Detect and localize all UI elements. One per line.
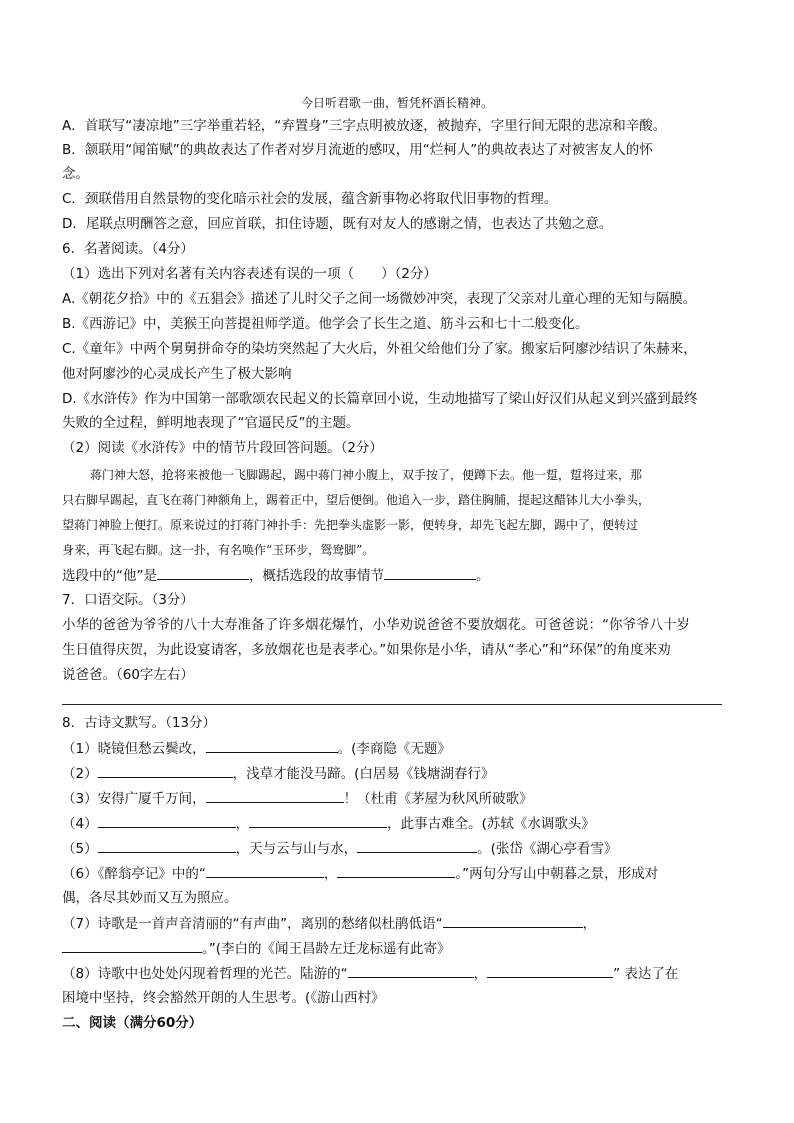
answer-blank[interactable] <box>206 863 324 878</box>
answer-blank[interactable] <box>487 963 613 978</box>
fill-end: 。 <box>476 568 490 584</box>
answer-blank[interactable] <box>98 813 236 828</box>
q5-option-a: A．首联写“凄凉地”三字举重若轻，“弃置身”三字点明被放逐，被抛弃，字里行间无限的悲凉和辛酸。 <box>62 118 667 134</box>
q8-item-7-cont <box>62 938 451 959</box>
q8-item-1 <box>62 738 451 759</box>
q8-item-8-cont: 困境中坚持，终会豁然开朗的人生思考。(《游山西村》 <box>62 990 385 1006</box>
q8-item-6 <box>62 863 658 884</box>
passage-line: 望蒋门神脸上便打。原来说过的打蒋门神扑手：先把拳头虚影一影，便转身，却先飞起左脚，踢中了，便转过 <box>62 518 639 532</box>
q8-text: ，浅草才能没马蹄。(白居易《钱塘湖春行》 <box>232 766 495 782</box>
q8-title: 8．古诗文默写。（13分） <box>62 715 217 731</box>
q8-text: 。(张岱《湖心亭看雪》 <box>477 841 618 857</box>
fill-label-he: 选段中的“他”是 <box>62 568 157 584</box>
q5-option-d: D．尾联点明酬答之意，回应首联，扣住诗题，既有对友人的感谢之情，也表达了共勉之意。 <box>62 216 613 232</box>
q6-option-c: C.《童年》中两个舅舅拼命夺的染坊突然起了大火后，外祖父给他们分了家。搬家后阿廖沙结识了朱赫来， <box>62 341 697 357</box>
q5-option-b-cont: 念。 <box>62 166 89 182</box>
q8-text: ， <box>582 916 597 932</box>
q8-text: （8）诗歌中也处处闪现着哲理的光芒。陆游的“ <box>62 966 348 982</box>
answer-blank[interactable] <box>157 565 249 580</box>
q8-item-3 <box>62 788 533 809</box>
passage-line: 只右脚早踢起，直飞在蒋门神额角上，踢着正中，望后便倒。他追入一步，踏住胸脯，提起这醋钵儿大小拳头， <box>62 493 651 507</box>
q8-text: （1）晓镜但愁云鬓改， <box>62 741 206 757</box>
fill-label-plot: ，概括选段的故事情节 <box>249 568 384 584</box>
q6-option-b: B.《西游记》中，美猴王向菩提祖师学道。他学会了长生之道、筋斗云和七十二般变化。 <box>62 316 589 332</box>
q5-option-b: B．颔联用“闻笛赋”的典故表达了作者对岁月流逝的感叹，用“烂柯人”的典故表达了对被害友人的怀 <box>62 142 653 158</box>
q8-text: ， <box>323 866 338 882</box>
q8-text: （7）诗歌是一首声音清丽的“有声曲”，离别的愁绪似杜鹃低语“ <box>62 916 443 932</box>
q6-title: 6．名著阅读。（4分） <box>62 241 194 257</box>
q8-text: （4） <box>62 816 98 832</box>
q8-text: 。(李商隐《无题》 <box>337 741 451 757</box>
q8-text: ” 表达了在 <box>613 966 679 982</box>
answer-blank[interactable] <box>62 938 202 953</box>
passage-line: 身来，再飞起右脚。这一扑，有名唤作“玉环步，鸳鸯脚”。 <box>62 543 375 557</box>
q6-option-d-cont: 失败的全过程，鲜明地表现了“官逼民反”的主题。 <box>62 415 360 431</box>
answer-blank[interactable] <box>348 963 474 978</box>
q8-text: ，此事古难全。(苏轼《水调歌头》 <box>387 816 595 832</box>
q7-title: 7．口语交际。（3分） <box>62 592 194 608</box>
q8-text: （2） <box>62 766 98 782</box>
q6-fill-line <box>62 565 490 586</box>
q8-text: ， <box>235 816 250 832</box>
section-heading: 二、阅读（满分60分） <box>62 1015 203 1031</box>
q8-text: （6）《醉翁亭记》中的“ <box>62 866 206 882</box>
answer-blank[interactable] <box>443 913 583 928</box>
q8-text: ，天与云与山与水， <box>235 841 358 857</box>
q8-item-6-cont: 偶，各尽其妙而又互为照应。 <box>62 890 238 906</box>
q8-item-5 <box>62 838 617 859</box>
q7-text: 小华的爸爸为爷爷的八十大寿准备了许多烟花爆竹，小华劝说爸爸不要放烟花。可爸爸说：“你爷爷八十岁 <box>62 617 690 633</box>
q8-item-7 <box>62 913 596 934</box>
q8-text: ， <box>473 966 488 982</box>
answer-blank[interactable] <box>249 813 387 828</box>
answer-blank[interactable] <box>206 738 338 753</box>
q5-option-c: C．颈联借用自然景物的变化暗示社会的发展，蕴含新事物必将取代旧事物的哲理。 <box>62 191 558 207</box>
q8-text: （5） <box>62 841 98 857</box>
q8-item-2 <box>62 763 494 784</box>
q6-sub1: （1）选出下列对名著有关内容表述有误的一项（ ）（2分） <box>62 266 437 282</box>
q7-text: 说爸爸。（60字左右） <box>62 667 194 683</box>
q7-text: 生日值得庆贺，为此设宴请客，多放烟花也是表孝心。”如果你是小华，请从“孝心”和“环保”的角度来劝 <box>62 642 671 658</box>
answer-blank[interactable] <box>98 763 233 778</box>
answer-line[interactable] <box>62 704 722 705</box>
answer-blank[interactable] <box>337 863 455 878</box>
q8-text: 。”(李白的《闻王昌龄左迁龙标遥有此寄》 <box>202 941 451 957</box>
answer-blank[interactable] <box>206 788 344 803</box>
q8-text: 。”两句分写山中朝暮之景，形成对 <box>455 866 659 882</box>
answer-blank[interactable] <box>98 838 236 853</box>
q8-text: ！（杜甫《茅屋为秋风所破歌》 <box>343 791 533 807</box>
answer-blank[interactable] <box>384 565 476 580</box>
q8-item-8 <box>62 963 678 984</box>
q6-option-a: A.《朝花夕拾》中的《五猖会》描述了儿时父子之间一场微妙冲突，表现了父亲对儿童心理的无知与隔膜。 <box>62 291 697 307</box>
q6-option-c-cont: 他对阿廖沙的心灵成长产生了极大影响 <box>62 366 292 382</box>
poem-tail-line: 今日听君歌一曲，暂凭杯酒长精神。 <box>300 96 493 110</box>
passage-line: 蒋门神大怒，抢将来被他一飞脚踢起，踢中蒋门神小腹上，双手按了，便蹲下去。他一踅，踅将过来，那 <box>90 468 643 482</box>
q8-text: （3）安得广厦千万间， <box>62 791 206 807</box>
q6-sub2: （2）阅读《水浒传》中的情节片段回答问题。（2分） <box>62 440 383 456</box>
q8-item-4 <box>62 813 595 834</box>
answer-blank[interactable] <box>357 838 477 853</box>
q6-option-d: D.《水浒传》作为中国第一部歌颂农民起义的长篇章回小说，生动地描写了梁山好汉们从起义到兴盛到最终 <box>62 391 698 407</box>
